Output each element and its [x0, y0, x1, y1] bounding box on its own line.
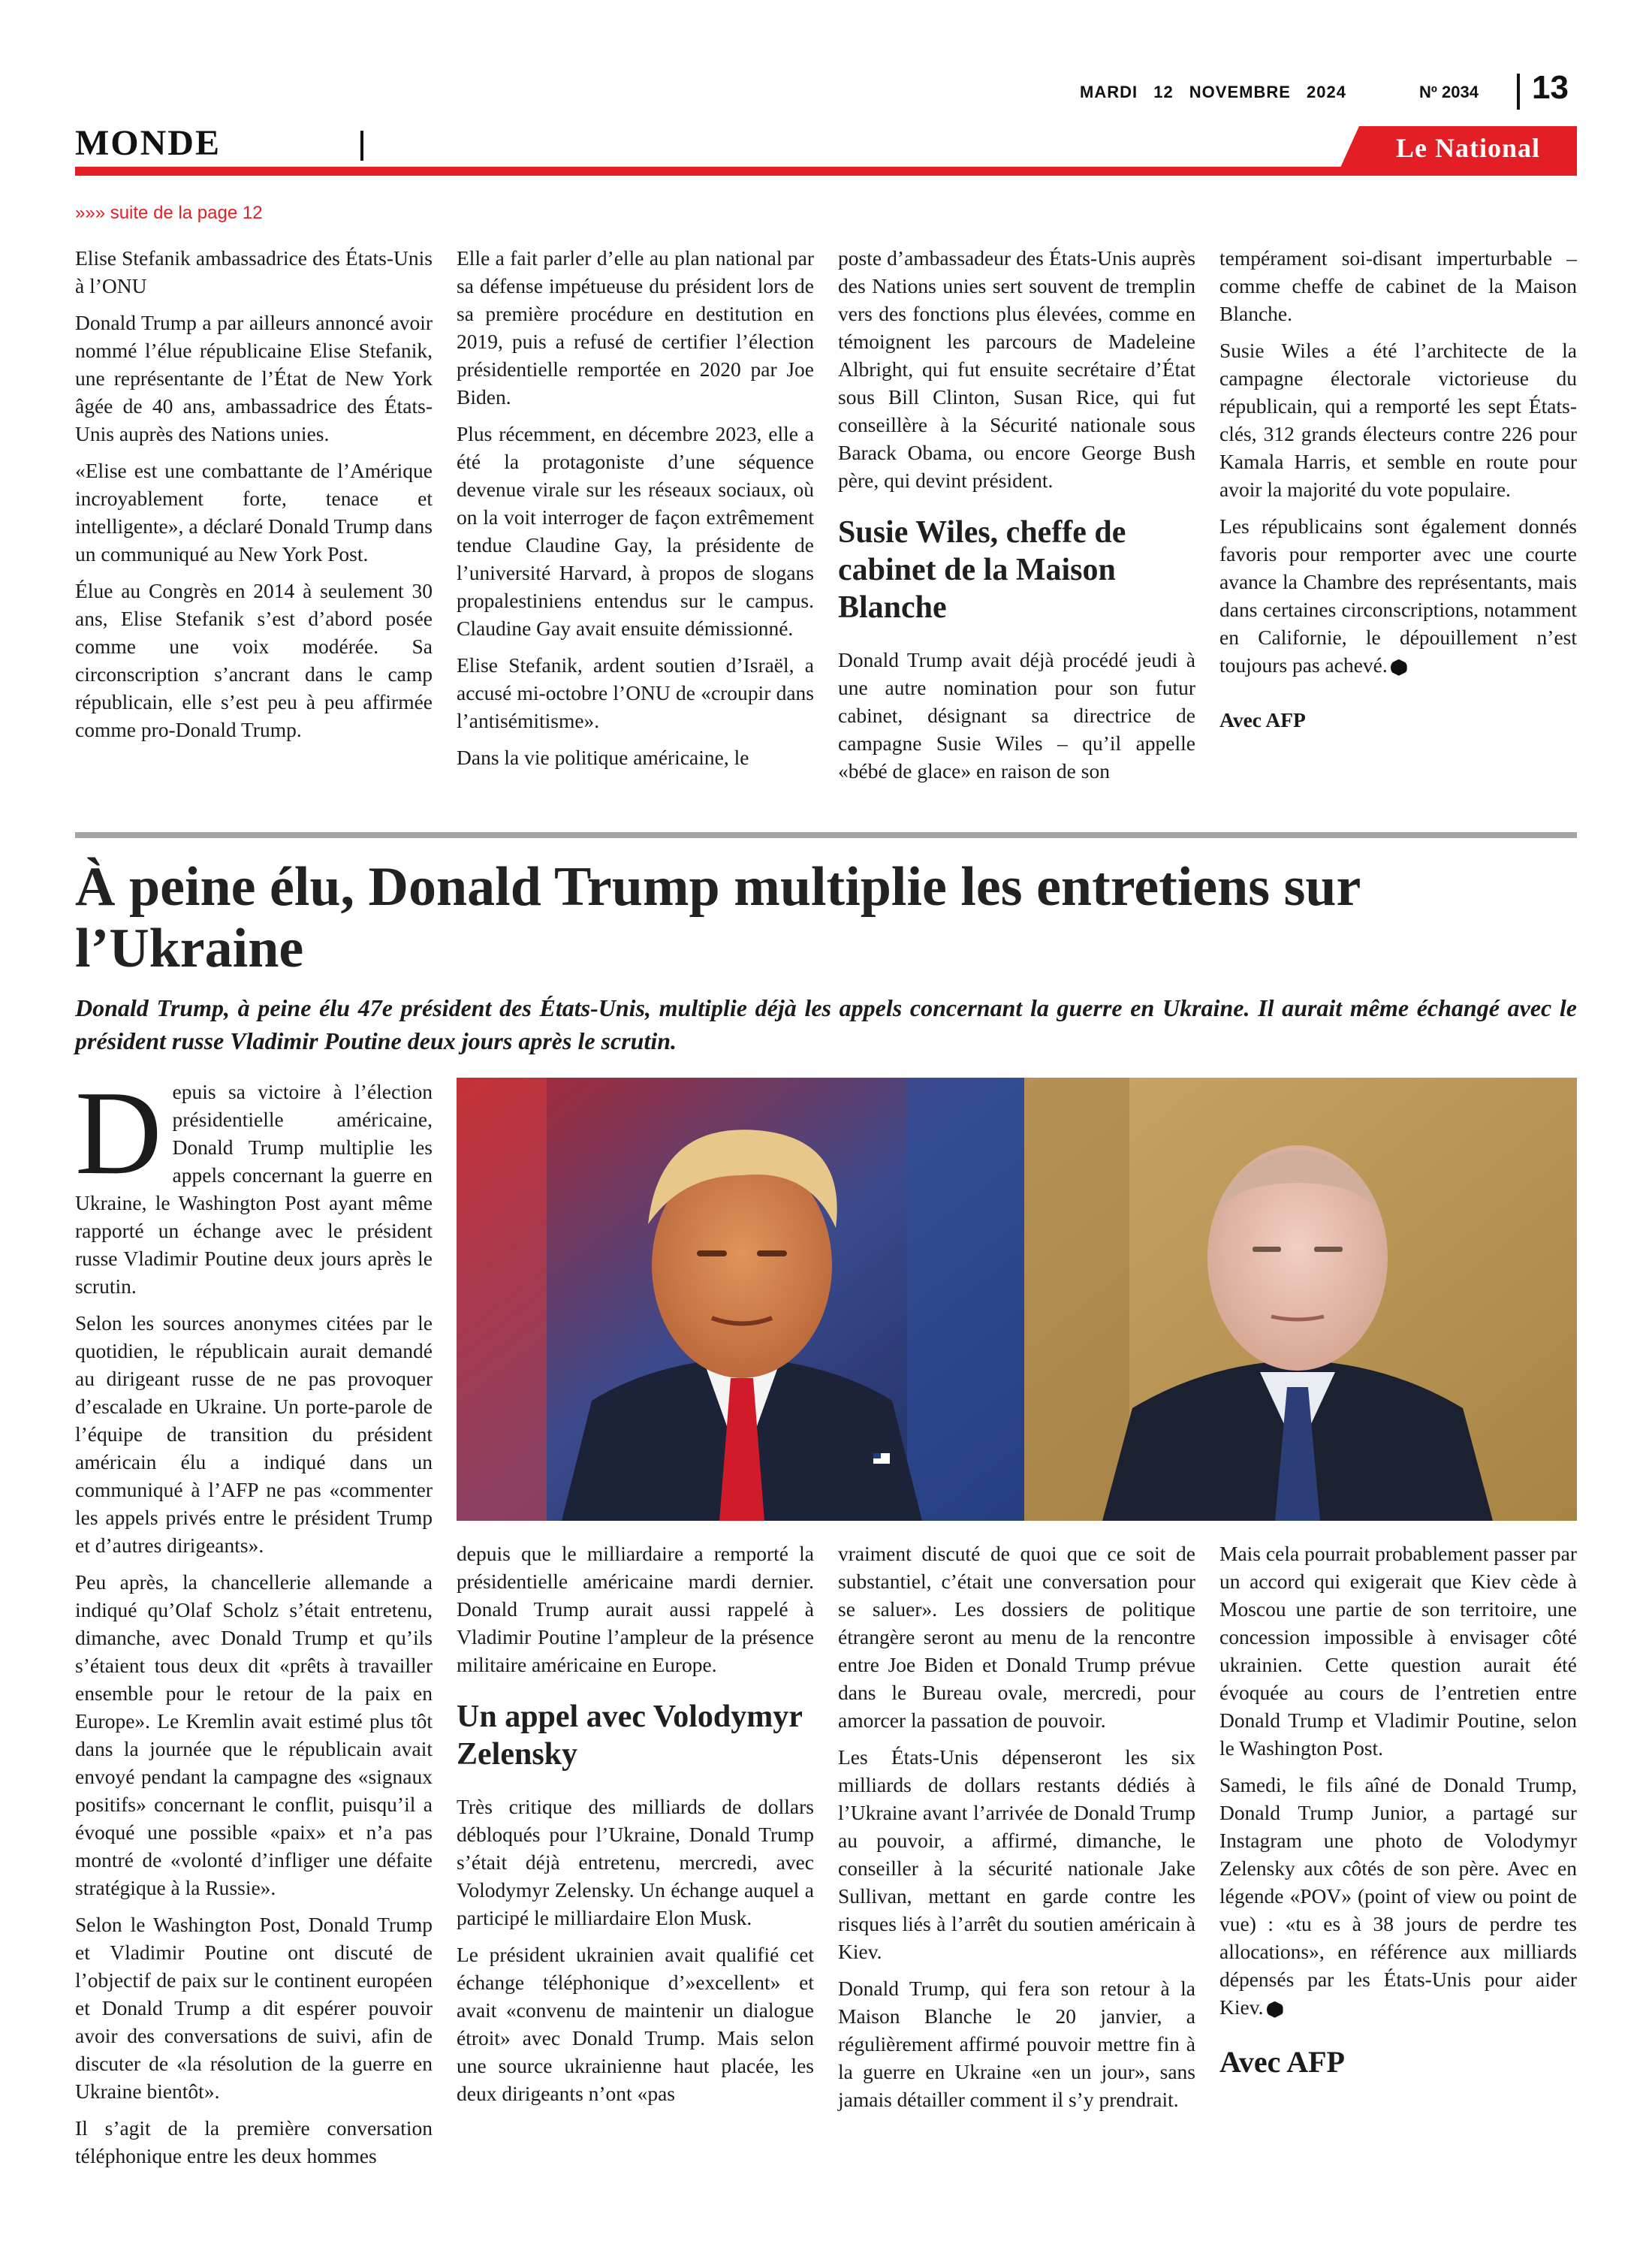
- paragraph: Susie Wiles a été l’architecte de la campagne électorale victorieuse du républicain, qui a remporté les sept États-clés, 312 grands électeurs contre 226 pour Kamala Harris, et semble en route pour avoir la majorité du vote populaire.: [1219, 339, 1577, 501]
- subheading-susie-wiles: Susie Wiles, cheffe de cabinet de la Maison Blanche: [838, 515, 1126, 625]
- top-article-column-2: [457, 244, 814, 780]
- paragraph: tempérament soi-disant imperturbable – comme cheffe de cabinet de la Maison Blanche.: [1219, 246, 1577, 325]
- paragraph: Très critique des milliards de dollars débloqués pour l’Ukraine, Donald Trump s’était déjà entretenu, mercredi, avec Volodymyr Zelensky. Un échange auquel a participé le milliardaire Elon Musk.: [457, 1795, 814, 1929]
- subheading-zelensky: Un appel avec Volodymyr Zelensky: [457, 1700, 803, 1772]
- headline: À peine élu, Donald Trump multiplie les entretiens sur l’Ukraine: [75, 856, 1361, 979]
- paragraph: depuis que le milliardaire a remporté la présidentielle américaine mardi dernier. Donald Trump aurait aussi rappelé à Vladimir Poutine l’ampleur de la présence militaire américaine en Europe.: [457, 1542, 814, 1676]
- top-article-column-3: [838, 244, 1195, 794]
- portrait-illustration: [457, 1078, 1577, 1521]
- signature: Avec AFP: [1219, 2045, 1345, 2079]
- paragraph: Donald Trump, qui fera son retour à la Maison Blanche le 20 janvier, a régulièrement affirmé pouvoir mettre fin à la guerre en Ukraine «en un jour», sans jamais détailler comment il s’y prendrait.: [838, 1977, 1195, 2111]
- paragraph: Elise Stefanik, ardent soutien d’Israël, a accusé mi-octobre l’ONU de «croupir dans l’antisémitisme».: [457, 653, 814, 732]
- section-title: MONDE: [75, 123, 221, 163]
- drop-cap: D: [75, 1066, 162, 1199]
- article-separator: [75, 832, 1577, 838]
- lead-text: epuis sa victoire à l’élection présidentielle américaine, Donald Trump multiplie les appels concernant la guerre en Ukraine, le Washington Post ayant même rapporté un échange avec le président russe Vladimir Poutine deux jours après le scrutin.: [75, 1080, 433, 1298]
- paragraph: Dans la vie politique américaine, le: [457, 746, 749, 769]
- deck: Donald Trump, à peine élu 47e président des États-Unis, multiplie déjà les appels concernant la guerre en Ukraine. Il aurait même échangé avec le président russe Vladimir Poutine deux jours après le scrutin.: [75, 994, 1577, 1054]
- paragraph: poste d’ambassadeur des États-Unis auprès des Nations unies sert souvent de tremplin vers des fonctions plus élevées, comme en témoignent les parcours de Madeleine Albright, qui fut ensuite secrétaire d’État sous Bill Clinton, Susan Rice, qui fut conseillère à la Sécurité nationale sous Barack Obama, ou encore George Bush père, qui devint président.: [838, 246, 1195, 492]
- signature: Avec AFP: [1219, 708, 1306, 731]
- brand-name: Le National: [1395, 133, 1540, 163]
- paragraph: Peu après, la chancellerie allemande a indiqué qu’Olaf Scholz s’était entretenu, dimanche, avec Donald Trump et qu’ils s’étaient tous deux dit «prêts à travailler ensemble pour le retour de la paix en Europe». Le Kremlin avait estimé plus tôt dans la journée que le républicain avait envoyé pendant la campagne des «signaux positifs» concernant le conflit, puisqu’il a évoqué une possible «paix» et n’a pas montré de «volonté d’infliger une défaite stratégique à la Russie».: [75, 1570, 433, 1899]
- paragraph: Selon le Washington Post, Donald Trump et Vladimir Poutine ont discuté de l’objectif de paix sur le continent européen et Donald Trump a dit espérer pouvoir avoir des conversations de suivi, afin de discuter de «la résolution de la guerre en Ukraine bientôt».: [75, 1913, 433, 2103]
- issue-date: MARDI 12 NOVEMBRE 2024: [1080, 83, 1346, 101]
- main-article-column-2: [457, 1540, 814, 2116]
- paragraph: Mais cela pourrait probablement passer par un accord qui exigerait que Kiev cède à Moscou une partie de son territoire, une concession impossible à envisager côté ukrainien. Cette question aurait été évoquée au cours de l’entretien entre Donald Trump et Vladimir Poutine, selon le Washington Post.: [1219, 1542, 1577, 1760]
- paragraph: Les États-Unis dépenseront les six milliards de dollars restants dédiés à l’Ukraine avant l’arrivée de Donald Trump au pouvoir, a affirmé, dimanche, le conseiller à la sécurité nationale Jake Sullivan, mettant en garde contre les risques liés à l’arrêt du soutien américain à Kiev.: [838, 1745, 1195, 1963]
- paragraph: Le président ukrainien avait qualifié cet échange téléphonique d’»excellent» et avait «convenu de maintenir un dialogue étroit» avec Donald Trump. Mais selon une source ukrainienne haut placée, les deux dirigeants n’ont «pas: [457, 1943, 814, 2105]
- issue-number: Nº 2034: [1419, 83, 1479, 101]
- paragraph: Plus récemment, en décembre 2023, elle a été la protagoniste d’une séquence devenue virale sur les réseaux sociaux, où on la voit interroger de façon extrêmement tendue Claudine Gay, la présidente de l’université Harvard, à propos de slogans propalestiniens entendus sur le campus. Claudine Gay avait ensuite démissionné.: [457, 422, 814, 640]
- paragraph: «Elise est une combattante de l’Amérique incroyablement forte, tenace et intelligente», a déclaré Donald Trump dans un communiqué au New York Post.: [75, 459, 433, 566]
- page-number: 13: [1532, 69, 1569, 106]
- paragraph: Donald Trump a par ailleurs annoncé avoir nommé l’élue républicaine Elise Stefanik, une représentante de l’État de New York âgée de 40 ans, ambassadrice des États-Unis auprès des Nations unies.: [75, 311, 433, 445]
- top-article-column-4: [1219, 244, 1577, 743]
- top-article-column-1: [75, 244, 433, 753]
- main-article-column-4: [1219, 1540, 1577, 2085]
- paragraph: Selon les sources anonymes citées par le quotidien, le républicain aurait demandé au dirigeant russe de ne pas provoquer d’escalade en Ukraine. Un porte-parole de l’équipe de transition du président américain élu a indiqué dans un communiqué à l’AFP ne pas «commenter les appels privés entre le président Trump et d’autres dirigeants».: [75, 1311, 433, 1557]
- paragraph: Donald Trump avait déjà procédé jeudi à une autre nomination pour son futur cabinet, désignant sa directrice de campagne Susie Wiles – qu’il appelle «bébé de glace» en raison de son: [838, 648, 1195, 783]
- paragraph: Élue au Congrès en 2014 à seulement 30 ans, Elise Stefanik s’est d’abord posée comme une voix modérée. Sa circonscription s’ancrant dans le camp républicain, elle s’est peu à peu affirmée comme pro-Donald Trump.: [75, 579, 433, 741]
- paragraph: Elle a fait parler d’elle au plan national par sa défense impétueuse du président lors de sa première procédure en destitution en 2019, puis a refusé de certifier l’élection présidentielle remportée en 2020 par Joe Biden.: [457, 246, 814, 409]
- paragraph: [1219, 512, 1577, 679]
- paragraph: Elise Stefanik ambassadrice des États-Unis à l’ONU: [75, 246, 433, 297]
- continued-from: »»» suite de la page 12: [75, 203, 263, 223]
- paragraph: Il s’agit de la première conversation téléphonique entre les deux hommes: [75, 2116, 433, 2167]
- paragraph: [1219, 1771, 1577, 2021]
- end-mark-icon: [1267, 2001, 1283, 2018]
- paragraph-text: Les républicains sont également donnés favoris pour remporter avec une courte avance la Chambre des représentants, mais dans certaines circonscriptions, notamment en Californie, le dépouillement n’est toujours pas achevé.: [1219, 514, 1577, 677]
- main-article-column-3: [838, 1540, 1195, 2122]
- header-rule: [75, 167, 1577, 176]
- paragraph-text: Samedi, le fils aîné de Donald Trump, Donald Trump Junior, a partagé sur Instagram une photo de Volodymyr Zelensky aux côtés de son père. Avec en légende «POV» (point of view ou point de vue) : «tu es à 38 jours de perdre tes allocations», en référence aux milliards dépensés par les États-Unis pour aider Kiev.: [1219, 1773, 1577, 2019]
- end-mark-icon: [1391, 659, 1407, 676]
- lead-paragraph: [75, 1066, 433, 1300]
- section-divider: [360, 131, 363, 161]
- paragraph: vraiment discuté de quoi que ce soit de substantiel, c’était une conversation pour se saluer». Les dossiers de politique étrangère seront au menu de la rencontre entre Joe Biden et Donald Trump prévue dans le Bureau ovale, mercredi, pour amorcer la passation de pouvoir.: [838, 1542, 1195, 1732]
- article-photo: [457, 1078, 1577, 1521]
- main-article-column-1: [75, 1066, 433, 2179]
- header-divider: [1517, 74, 1520, 110]
